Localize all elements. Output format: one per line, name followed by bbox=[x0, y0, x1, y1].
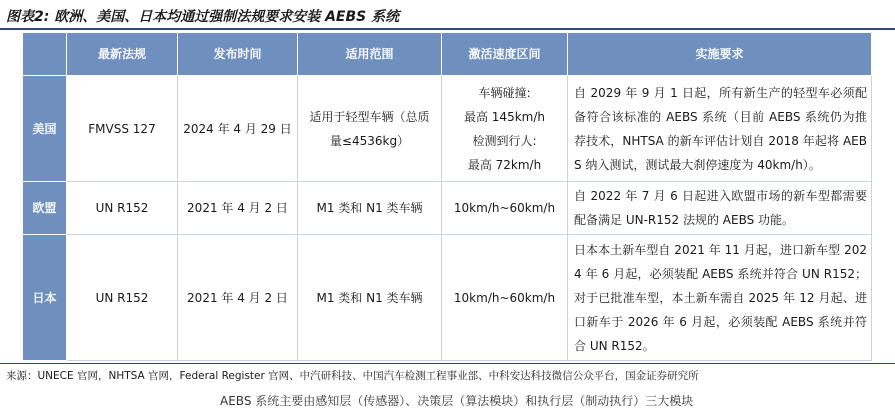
speed-line: 最高 72km/h bbox=[467, 157, 542, 172]
speed-line: 检测到行人: bbox=[472, 133, 537, 148]
cell-scope bbox=[298, 76, 442, 182]
cell-date: 2021 年 4 月 2 日 bbox=[178, 235, 298, 361]
cell-requirement: 自 2029 年 9 月 1 日起，所有新生产的轻型车必须配备符合该标准的 AEBS 系统（目前 AEBS 系统仍为推荐技术，NHTSA 的新车评估计划自 2018 年起将 AEBS 纳入测试，测试最大刹停速度为 40km/h）。 bbox=[568, 76, 872, 182]
speed-line: 10km/h~60km/h bbox=[453, 201, 556, 215]
cutoff-body-text: AEBS 系统主要由感知层（传感器）、决策层（算法模块）和执行层（制动执行）三大模块 bbox=[220, 394, 694, 408]
speed-line: 车辆碰撞: bbox=[478, 85, 531, 100]
regulation-table bbox=[22, 32, 872, 361]
cell-requirement: 自 2022 年 7 月 6 日起进入欧盟市场的新车型都需要配备满足 UN-R152 法规的 AEBS 功能。 bbox=[568, 182, 872, 235]
header-blank bbox=[23, 33, 67, 76]
row-region: 美国 bbox=[23, 76, 67, 182]
title-rule bbox=[0, 28, 895, 30]
cell-regulation: UN R152 bbox=[67, 235, 178, 361]
figure-title: 图表2: 欧洲、美国、日本均通过强制法规要求安装 AEBS 系统 bbox=[6, 9, 400, 25]
row-region: 日本 bbox=[23, 235, 67, 361]
table-row bbox=[23, 76, 872, 182]
cell-speed bbox=[442, 76, 568, 182]
header-speed: 激活速度区间 bbox=[442, 33, 568, 76]
scope-line: M1 类和 N1 类车辆 bbox=[316, 201, 423, 215]
cell-date: 2021 年 4 月 2 日 bbox=[178, 182, 298, 235]
cell-requirement: 日本本土新车型自 2021 年 11 月起，进口新车型 2024 年 6 月起，必须装配 AEBS 系统并符合 UN R152；对于已批准车型，本土新车需自 2025 年 12 月起、进口新车于 2026 年 6 月起，必须装配 AEBS 系统并符合 UN R152。 bbox=[568, 235, 872, 361]
cell-scope bbox=[298, 235, 442, 361]
header-scope: 适用范围 bbox=[298, 33, 442, 76]
header-regulation: 最新法规 bbox=[67, 33, 178, 76]
header-date: 发布时间 bbox=[178, 33, 298, 76]
cell-speed bbox=[442, 182, 568, 235]
cell-speed bbox=[442, 235, 568, 361]
cell-regulation: FMVSS 127 bbox=[67, 76, 178, 182]
row-region: 欧盟 bbox=[23, 182, 67, 235]
table-row bbox=[23, 235, 872, 361]
scope-line: 量≤4536kg） bbox=[329, 133, 410, 148]
table-row bbox=[23, 182, 872, 235]
speed-line: 最高 145km/h bbox=[463, 109, 545, 124]
cell-scope bbox=[298, 182, 442, 235]
cell-regulation: UN R152 bbox=[67, 182, 178, 235]
cell-date: 2024 年 4 月 29 日 bbox=[178, 76, 298, 182]
table-header-row bbox=[23, 33, 872, 76]
scope-line: 适用于轻型车辆（总质 bbox=[309, 109, 430, 124]
bottom-rule bbox=[0, 363, 895, 364]
source-note: 来源：UNECE 官网，NHTSA 官网，Federal Register 官网、中汽研科技、中国汽车检测工程事业部、中科安达科技微信公众平台，国金证券研究所 bbox=[6, 370, 699, 382]
header-requirement: 实施要求 bbox=[568, 33, 872, 76]
scope-line: M1 类和 N1 类车辆 bbox=[316, 290, 423, 305]
speed-line: 10km/h~60km/h bbox=[453, 290, 556, 305]
